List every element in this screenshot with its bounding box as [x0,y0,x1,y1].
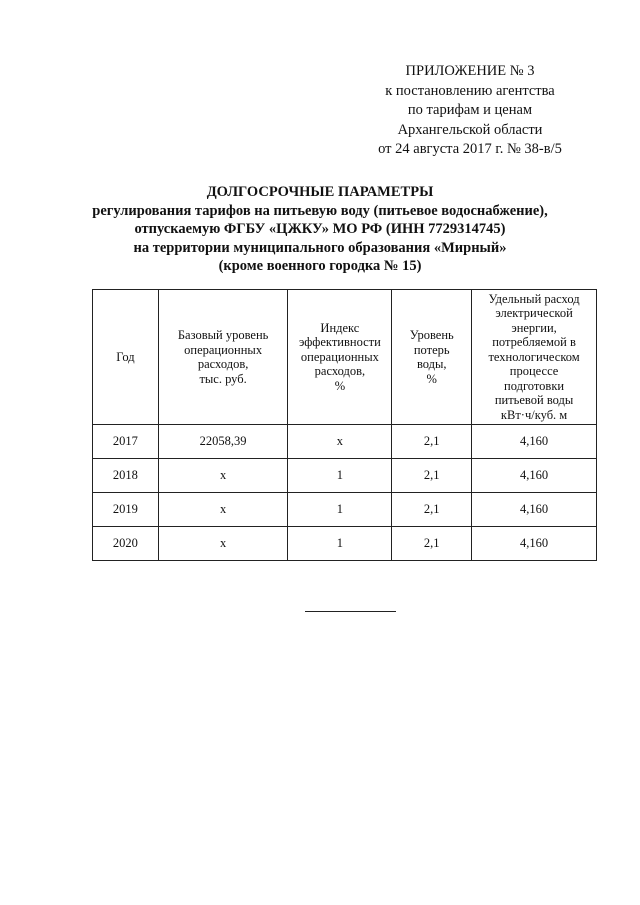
table-row [93,459,597,493]
header-water-loss-line: Уровень [409,328,454,342]
header-base-opex-line: Базовый уровень [177,328,269,342]
cell-base-opex: х [158,493,288,527]
cell-year: 2019 [93,493,159,527]
header-energy-line: электрической [495,306,573,321]
header-energy-line: Удельный расход [488,291,580,306]
title-line-exception: (кроме военного городка № 15) [218,258,422,274]
cell-efficiency-index: 1 [288,527,392,561]
cell-efficiency-index: х [288,425,392,459]
header-efficiency-index [288,290,392,425]
header-energy-line: энергии, [511,320,557,335]
header-energy-line: процессе [509,364,559,379]
cell-water-loss: 2,1 [392,425,472,459]
cell-water-loss: 2,1 [392,527,472,561]
cell-energy-consumption: 4,160 [472,425,597,459]
header-energy-line: подготовки [504,378,565,393]
header-base-opex-line: операционных [184,342,263,357]
title-line-heading: ДОЛГОСРОЧНЫЕ ПАРАМЕТРЫ [206,184,434,200]
header-energy-line: кВт·ч/куб. м [500,407,568,422]
header-energy-line: потребляемой в [492,335,576,350]
table-row [93,425,597,459]
cell-water-loss: 2,1 [392,459,472,493]
title-line-supplier: отпускаемую ФГБУ «ЦЖКУ» МО РФ (ИНН 7729314745) [134,221,506,237]
appendix-line-region: Архангельской области [397,121,543,138]
cell-energy-consumption: 4,160 [472,527,597,561]
header-base-opex-line: расходов, [197,357,249,371]
title-line-territory: на территории муниципального образования «Мирный» [133,239,507,256]
header-efficiency-line: эффективности [298,335,381,350]
appendix-line-reference: к постановлению агентства [385,82,555,99]
appendix-line-agency: по тарифам и ценам [407,102,533,118]
appendix-block [360,62,580,160]
header-energy-consumption [472,290,597,425]
cell-water-loss: 2,1 [392,493,472,527]
end-of-document-rule [305,611,396,612]
header-energy-line: питьевой воды [494,393,574,408]
header-year-line: Год [116,349,135,364]
cell-base-opex: 22058,39 [158,425,288,459]
appendix-line-number: ПРИЛОЖЕНИЕ № 3 [405,63,535,79]
header-water-loss [392,290,472,425]
header-efficiency-line: % [334,378,346,393]
cell-year: 2018 [93,459,159,493]
cell-efficiency-index: 1 [288,493,392,527]
cell-base-opex: х [158,459,288,493]
title-line-subject: регулирования тарифов на питьевую воду (питьевое водоснабжение), [92,202,548,219]
header-base-opex [158,290,288,425]
table-row [93,493,597,527]
header-water-loss-line: % [426,371,437,386]
header-water-loss-line: воды, [416,357,447,371]
document-title [80,183,560,276]
cell-efficiency-index: 1 [288,459,392,493]
header-energy-line: технологическом [488,349,580,364]
cell-energy-consumption: 4,160 [472,493,597,527]
header-efficiency-line: расходов, [314,364,366,379]
cell-year: 2017 [93,425,159,459]
appendix-line-date: от 24 августа 2017 г. № 38-в/5 [378,141,562,157]
table-header-row [93,290,597,425]
header-water-loss-line: потерь [413,342,450,357]
header-efficiency-line: Индекс [320,320,360,335]
table-row [93,527,597,561]
cell-energy-consumption: 4,160 [472,459,597,493]
header-base-opex-line: тыс. руб. [199,371,247,386]
cell-base-opex: х [158,527,288,561]
parameters-table [92,289,597,561]
header-year [93,290,159,425]
header-efficiency-line: операционных [300,349,379,364]
cell-year: 2020 [93,527,159,561]
